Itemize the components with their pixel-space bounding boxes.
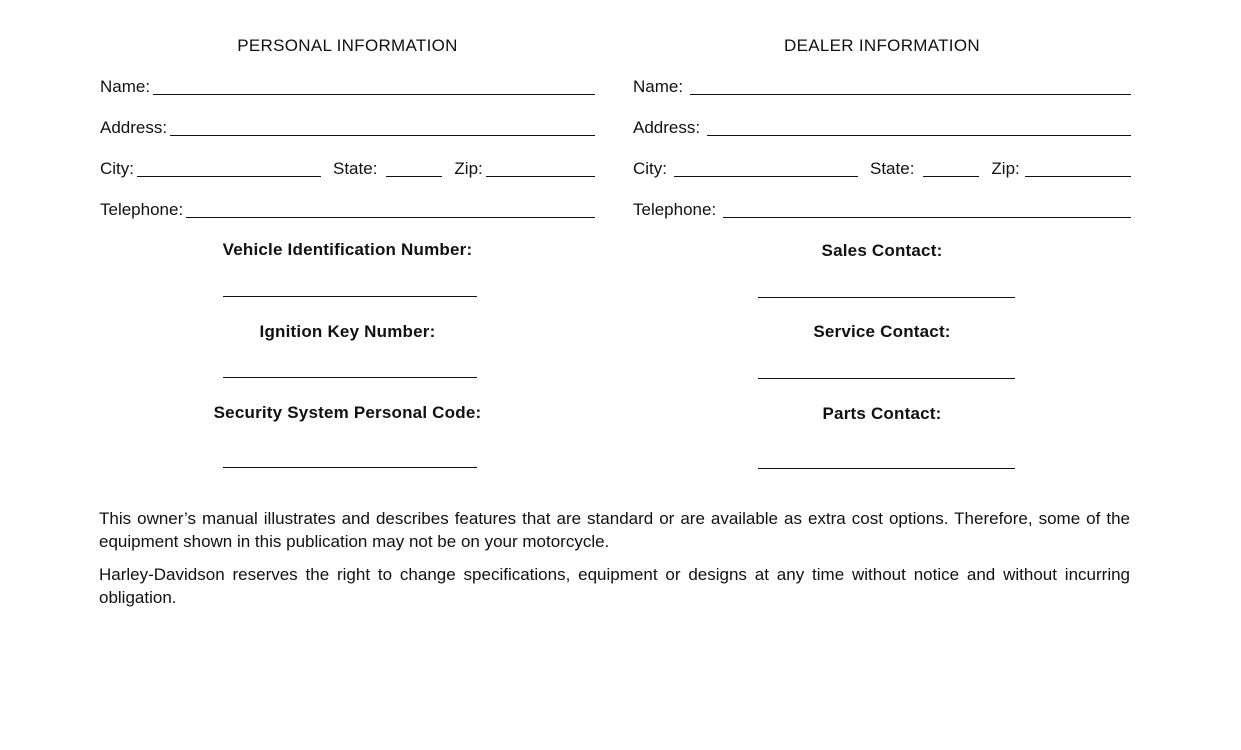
dealer-city-state-zip-row [633,159,1131,179]
security-code-label: Security System Personal Code: [213,403,482,422]
personal-information-heading: PERSONAL INFORMATION [237,36,458,55]
personal-name-label: Name: [100,77,151,96]
parts-contact-field[interactable] [758,468,1015,469]
dealer-name-label: Name: [633,77,684,96]
vin-field[interactable] [223,296,477,297]
equipment-disclaimer-paragraph: This owner’s manual illustrates and describes features that are standard or are available as extra cost options. Therefore, some of the equipment shown in this publication may not be on your motorcycle. [99,509,1130,551]
vin-label: Vehicle Identification Number: [222,240,473,259]
personal-state-field[interactable] [386,176,442,177]
sales-contact-field[interactable] [758,297,1015,298]
service-contact-label: Service Contact: [813,322,951,341]
dealer-city-label: City: [633,159,667,178]
dealer-name-row [633,77,1131,97]
dealer-zip-field[interactable] [1025,176,1131,177]
parts-contact-label: Parts Contact: [822,404,942,423]
dealer-state-field[interactable] [923,176,979,177]
security-code-field[interactable] [223,467,477,468]
dealer-address-label: Address: [633,118,701,137]
dealer-city-field[interactable] [674,176,858,177]
ignition-key-field[interactable] [223,377,477,378]
personal-telephone-label: Telephone: [100,200,184,219]
personal-address-row [100,118,595,138]
personal-name-field[interactable] [153,94,595,95]
personal-city-label: City: [100,159,134,178]
dealer-zip-label: Zip: [991,159,1020,178]
sales-contact-label: Sales Contact: [821,241,943,260]
personal-telephone-row [100,200,595,220]
personal-zip-label: Zip: [454,159,483,178]
personal-state-label: State: [333,159,378,178]
personal-address-label: Address: [100,118,168,137]
ignition-key-label: Ignition Key Number: [259,322,436,341]
personal-name-row [100,77,595,97]
dealer-state-label: State: [870,159,915,178]
dealer-name-field[interactable] [690,94,1131,95]
specifications-disclaimer-paragraph: Harley-Davidson reserves the right to change specifications, equipment or designs at any time without notice and without incurring obligation. [99,565,1130,607]
dealer-information-heading: DEALER INFORMATION [784,36,980,55]
personal-city-field[interactable] [137,176,321,177]
personal-city-state-zip-row [100,159,595,179]
dealer-telephone-field[interactable] [723,217,1131,218]
personal-telephone-field[interactable] [186,217,595,218]
service-contact-field[interactable] [758,378,1015,379]
personal-zip-field[interactable] [486,176,595,177]
dealer-telephone-label: Telephone: [633,200,717,219]
dealer-telephone-row [633,200,1131,220]
dealer-address-field[interactable] [707,135,1131,136]
dealer-address-row [633,118,1131,138]
personal-address-field[interactable] [170,135,595,136]
